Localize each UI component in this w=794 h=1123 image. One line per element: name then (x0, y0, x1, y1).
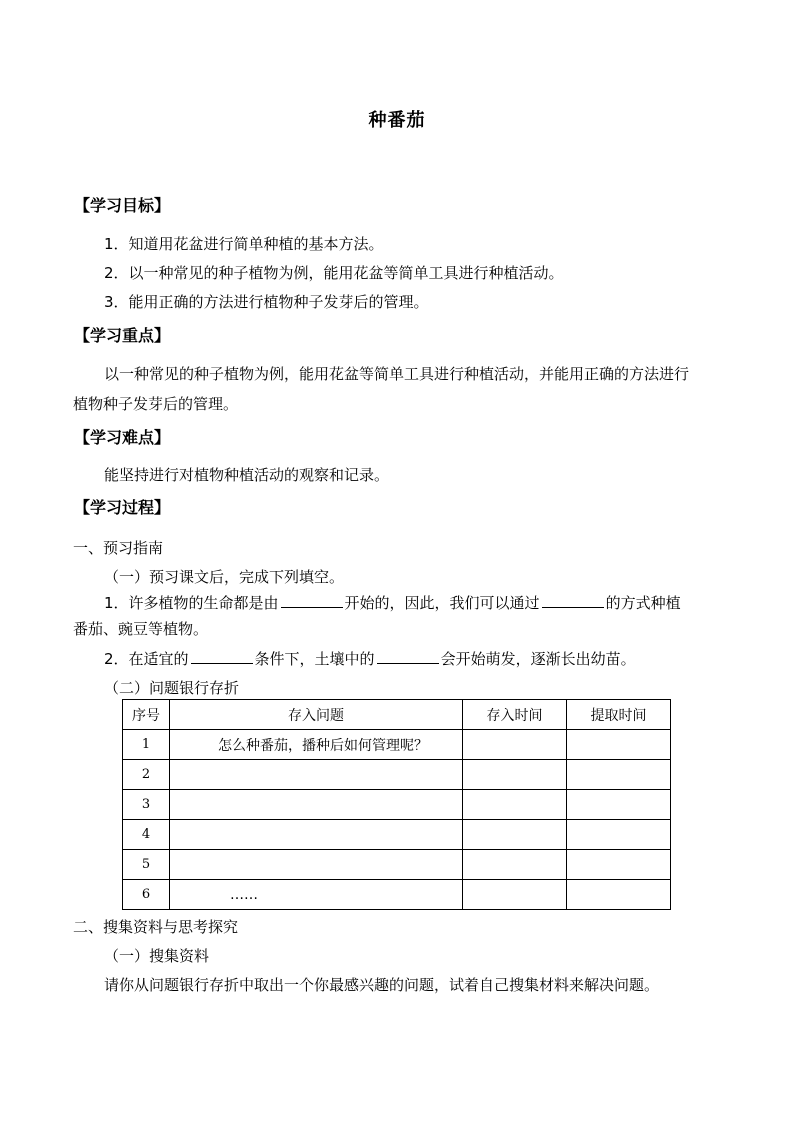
blank-3[interactable] (191, 649, 253, 664)
fill-question-2 (104, 648, 636, 669)
row-index: 5 (123, 850, 170, 880)
header-question: 存入问题 (170, 700, 463, 730)
row-index: 4 (123, 820, 170, 850)
header-index: 序号 (123, 700, 170, 730)
goal-item-2: 2．以一种常见的种子植物为例，能用花盆等简单工具进行种植活动。 (104, 264, 564, 282)
part1-sub1: （一）预习课文后，完成下列填空。 (104, 568, 345, 586)
part2-text: 请你从问题银行存折中取出一个你最感兴趣的问题，试着自己搜集材料来解决问题。 (104, 976, 660, 994)
fill-question-1 (104, 592, 681, 613)
row-question[interactable]: …… (170, 880, 463, 910)
table-row (123, 730, 671, 760)
fill-question-1-line-2: 番茄、豌豆等植物。 (73, 620, 209, 638)
row-index: 2 (123, 760, 170, 790)
row-index: 6 (123, 880, 170, 910)
table-row (123, 790, 671, 820)
goal-item-3: 3．能用正确的方法进行植物种子发芽后的管理。 (104, 293, 429, 311)
row-deposit-time[interactable] (463, 790, 567, 820)
key-points-line-2: 植物种子发芽后的管理。 (73, 395, 239, 413)
row-question[interactable]: 怎么种番茄，播种后如何管理呢？ (170, 730, 463, 760)
fill-q2-part-c: 会开始萌发，逐渐长出幼苗。 (440, 650, 636, 668)
table-row (123, 820, 671, 850)
part2-sub1: （一）搜集资料 (104, 947, 210, 965)
row-deposit-time[interactable] (463, 760, 567, 790)
blank-1[interactable] (281, 593, 343, 608)
row-withdraw-time[interactable] (567, 760, 671, 790)
difficulty-heading: 【学习难点】 (74, 428, 171, 447)
header-withdraw-time: 提取时间 (567, 700, 671, 730)
blank-4[interactable] (377, 649, 439, 664)
row-withdraw-time[interactable] (567, 790, 671, 820)
goals-heading: 【学习目标】 (74, 196, 171, 215)
row-index: 3 (123, 790, 170, 820)
table-row (123, 850, 671, 880)
table-header-row (123, 700, 671, 730)
row-index: 1 (123, 730, 170, 760)
blank-2[interactable] (542, 593, 604, 608)
row-deposit-time[interactable] (463, 730, 567, 760)
row-question[interactable] (170, 820, 463, 850)
fill-q2-part-a: 2．在适宜的 (104, 650, 189, 668)
part1-sub2: （二）问题银行存折 (104, 679, 240, 697)
fill-q1-part-b: 开始的，因此，我们可以通过 (344, 594, 540, 612)
table-row (123, 760, 671, 790)
difficulty-text: 能坚持进行对植物种植活动的观察和记录。 (104, 466, 390, 484)
row-deposit-time[interactable] (463, 850, 567, 880)
key-points-heading: 【学习重点】 (74, 326, 171, 345)
row-question[interactable] (170, 850, 463, 880)
question-bank-table (122, 699, 671, 910)
row-deposit-time[interactable] (463, 820, 567, 850)
fill-q2-part-b: 条件下，土壤中的 (254, 650, 375, 668)
row-withdraw-time[interactable] (567, 820, 671, 850)
part1-title: 一、预习指南 (73, 539, 164, 557)
row-withdraw-time[interactable] (567, 880, 671, 910)
row-question[interactable] (170, 760, 463, 790)
fill-q1-part-c: 的方式种植 (605, 594, 681, 612)
part2-title: 二、搜集资料与思考探究 (73, 918, 239, 936)
key-points-line-1: 以一种常见的种子植物为例，能用花盆等简单工具进行种植活动，并能用正确的方法进行 (104, 365, 690, 383)
goal-item-1: 1．知道用花盆进行简单种植的基本方法。 (104, 235, 384, 253)
fill-q1-part-a: 1．许多植物的生命都是由 (104, 594, 279, 612)
header-deposit-time: 存入时间 (463, 700, 567, 730)
row-question[interactable] (170, 790, 463, 820)
table-row (123, 880, 671, 910)
process-heading: 【学习过程】 (74, 498, 171, 517)
row-withdraw-time[interactable] (567, 730, 671, 760)
page-title: 种番茄 (368, 110, 426, 131)
row-deposit-time[interactable] (463, 880, 567, 910)
row-withdraw-time[interactable] (567, 850, 671, 880)
